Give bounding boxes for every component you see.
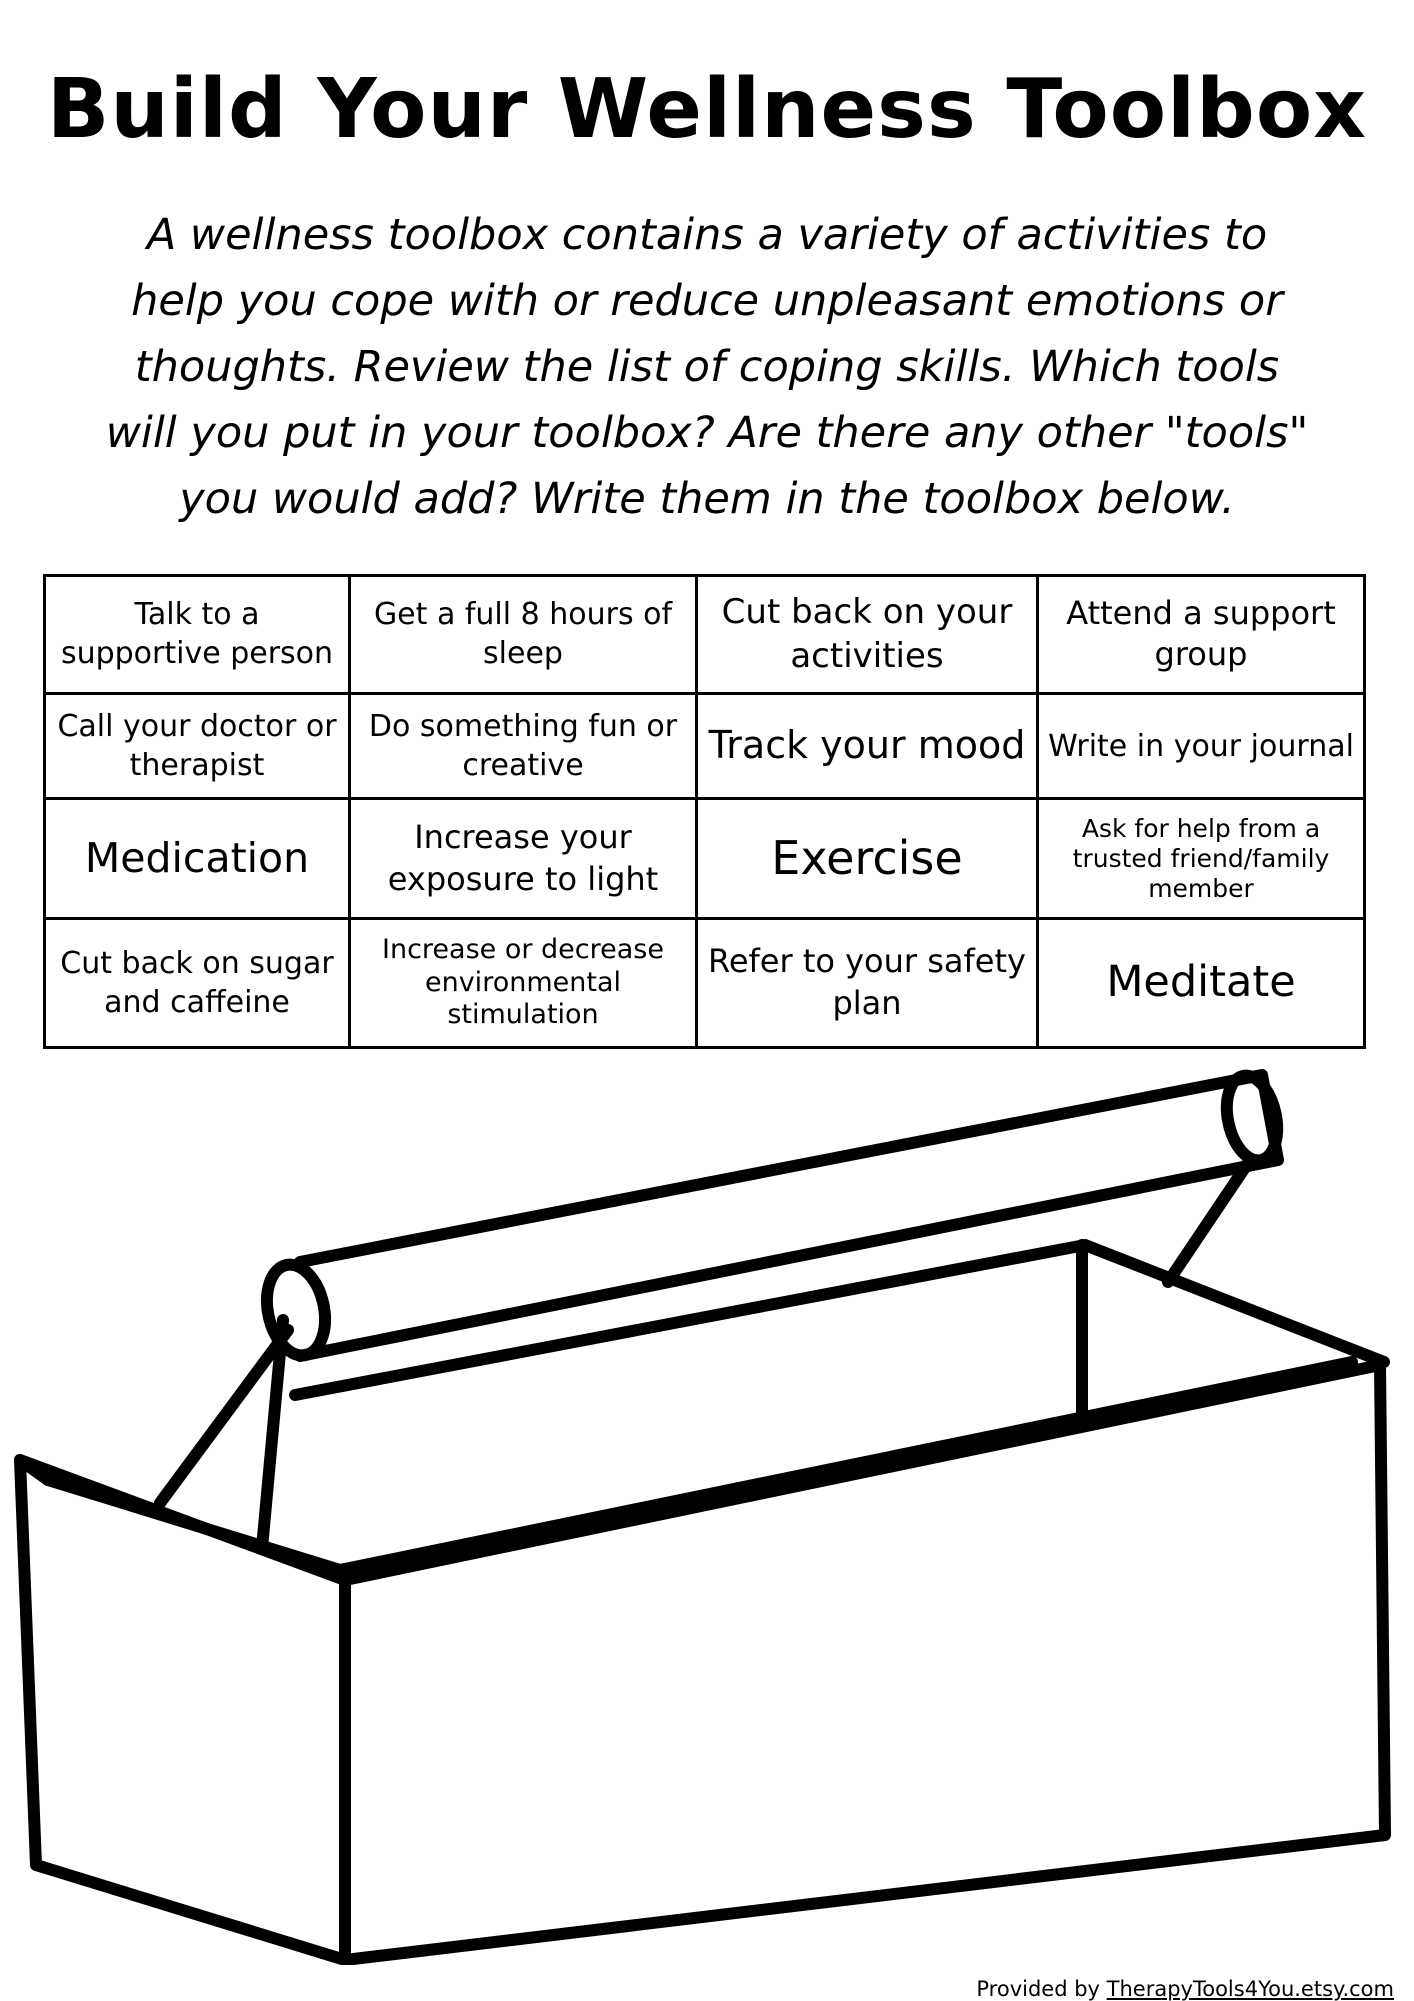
intro-line: thoughts. Review the list of coping skills. Which tools: [134, 342, 1280, 392]
intro-line: help you cope with or reduce unpleasant emotions or: [131, 276, 1283, 326]
handle-end-right: [1220, 1071, 1285, 1165]
skill-cell: Talk to a supportive person: [45, 576, 350, 694]
skill-cell: Ask for help from a trusted friend/family member: [1038, 799, 1365, 919]
etsy-link[interactable]: TherapyTools4You.etsy.com: [1106, 1977, 1394, 2001]
coping-skills-table: [43, 574, 1366, 1049]
skill-cell: Call your doctor or therapist: [45, 693, 350, 798]
footer-prefix: Provided by: [976, 1977, 1107, 2001]
skill-cell: Exercise: [697, 799, 1038, 919]
skill-cell: Attend a support group: [1038, 576, 1365, 694]
footer-credit: [976, 1978, 1394, 2000]
page-title: Build Your Wellness Toolbox: [46, 62, 1368, 157]
skill-cell: Increase or decrease environmental stimulation: [350, 919, 697, 1048]
skill-cell: Do something fun or creative: [350, 693, 697, 798]
skill-cell: Track your mood: [697, 693, 1038, 798]
handle-bar: [300, 1075, 1278, 1356]
skill-cell: Cut back on your activities: [697, 576, 1038, 694]
skill-cell: Refer to your safety plan: [697, 919, 1038, 1048]
intro-line: A wellness toolbox contains a variety of activities to: [146, 210, 1268, 260]
intro-line: will you put in your toolbox? Are there any other "tools": [105, 408, 1309, 458]
skill-cell: Get a full 8 hours of sleep: [350, 576, 697, 694]
table-row: [45, 693, 1365, 798]
table-row: [45, 919, 1365, 1048]
skill-cell: Increase your exposure to light: [350, 799, 697, 919]
intro-line: you would add? Write them in the toolbox below.: [179, 474, 1235, 524]
skill-cell: Meditate: [1038, 919, 1365, 1048]
skill-cell: Medication: [45, 799, 350, 919]
table-row: [45, 576, 1365, 694]
skill-cell: Write in your journal: [1038, 693, 1365, 798]
table-row: [45, 799, 1365, 919]
box-outline: [20, 1365, 1385, 1960]
toolbox-illustration: [0, 1055, 1414, 1965]
skill-cell: Cut back on sugar and caffeine: [45, 919, 350, 1048]
intro-text: [60, 202, 1354, 532]
